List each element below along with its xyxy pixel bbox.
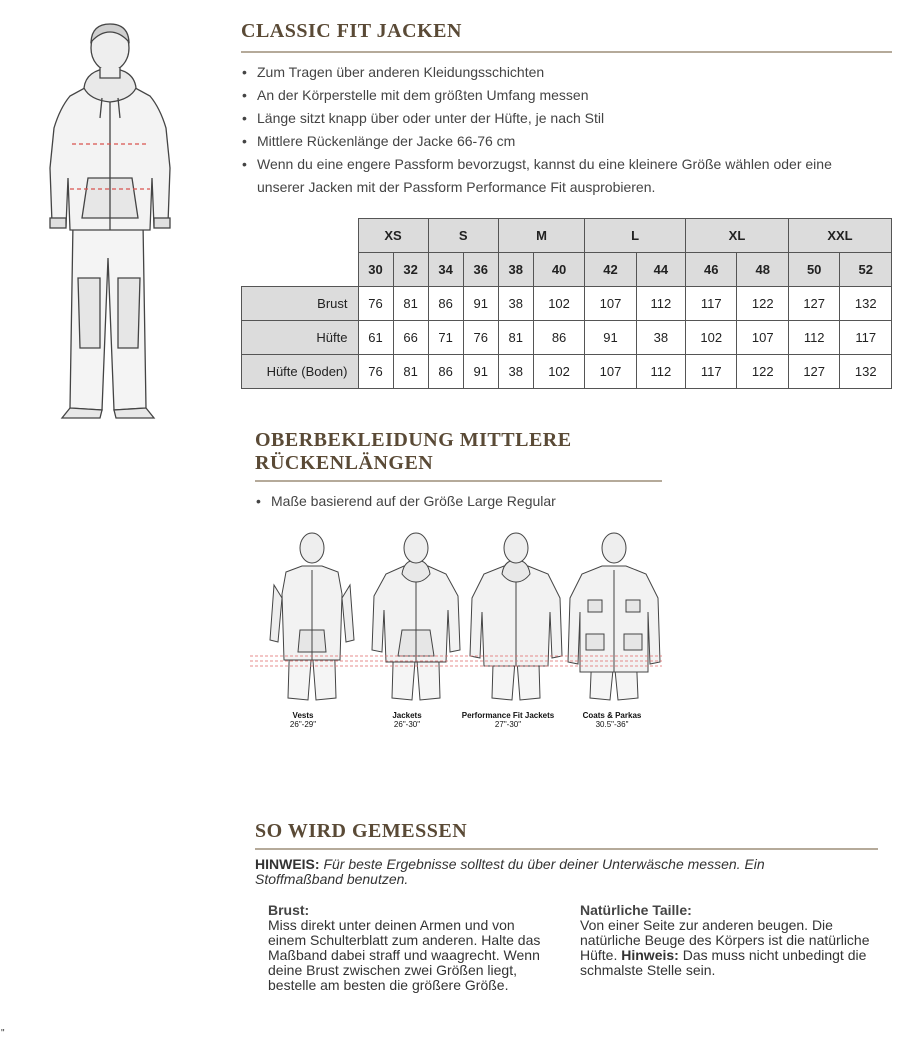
table-cell: 122: [737, 355, 788, 389]
table-cell: 107: [585, 355, 636, 389]
table-row: [242, 321, 892, 355]
table-cell: 66: [393, 321, 428, 355]
list-item: • An der Körperstelle mit dem größten Umfang messen: [241, 84, 881, 107]
measure-hint: [255, 857, 845, 887]
waist-title: Natürliche Taille:: [580, 902, 692, 918]
table-cell: 81: [393, 355, 428, 389]
figure-label-performance-fit: [452, 711, 564, 729]
row-label: Hüfte (Boden): [242, 355, 359, 389]
table-cell: 127: [788, 287, 839, 321]
waist-hint-text: Das muss nicht unbedingt die schmalste Stelle sein.: [580, 947, 867, 978]
table-cell: 102: [533, 355, 584, 389]
waist-hint-label: Hinweis:: [621, 947, 679, 963]
table-cell: 117: [840, 321, 892, 355]
size-header: XS: [358, 219, 428, 253]
size-header: M: [498, 219, 585, 253]
table-row: [242, 287, 892, 321]
table-cell: 38: [498, 287, 533, 321]
table-cell: 61: [358, 321, 393, 355]
table-cell: 91: [463, 287, 498, 321]
size-header: S: [428, 219, 498, 253]
list-item: • Länge sitzt knapp über oder unter der Hüfte, je nach Stil: [241, 107, 881, 130]
table-row: [242, 219, 892, 253]
table-cell: 117: [686, 355, 737, 389]
table-cell: 112: [788, 321, 839, 355]
back-length-divider: [255, 480, 662, 482]
table-cell: 107: [585, 287, 636, 321]
table-cell: 91: [463, 355, 498, 389]
jacket-figure-illustration: [40, 18, 180, 423]
size-header: XXL: [788, 219, 891, 253]
number-header: 36: [463, 253, 498, 287]
table-cell: 38: [636, 321, 685, 355]
figure-label-range: 30.5"-36": [595, 720, 629, 729]
number-header: 50: [788, 253, 839, 287]
row-label: Hüfte: [242, 321, 359, 355]
table-cell: 86: [533, 321, 584, 355]
table-cell: 86: [428, 287, 463, 321]
hint-label: HINWEIS:: [255, 856, 320, 872]
chest-text: Miss direkt unter deinen Armen und von einem Schulterblatt zum anderen. Halte das Maßband dabei straff und waagrecht. Wenn deine Brust zwischen zwei Größen liegt, bestelle am besten die größere Größe.: [268, 917, 541, 993]
classic-fit-bullets: [241, 61, 881, 199]
figure-label-vests: [263, 711, 343, 729]
table-cell: 117: [686, 287, 737, 321]
size-table: [241, 218, 892, 389]
hint-text: Für beste Ergebnisse solltest du über deiner Unterwäsche messen. Ein Stoffmaßband benutzen.: [255, 856, 765, 887]
back-length-bullets: [255, 490, 675, 513]
table-row: [242, 253, 892, 287]
table-cell: 122: [737, 287, 788, 321]
list-item: • Mittlere Rückenlänge der Jacke 66-76 cm: [241, 130, 881, 153]
back-length-heading: [255, 429, 572, 475]
figure-label-name: Jackets: [392, 711, 422, 720]
back-length-figures-illustration: [250, 530, 670, 710]
number-header: 34: [428, 253, 463, 287]
number-header: 46: [686, 253, 737, 287]
table-cell: 127: [788, 355, 839, 389]
table-cell: 71: [428, 321, 463, 355]
row-label: Brust: [242, 287, 359, 321]
back-length-heading-line1: OBERBEKLEIDUNG MITTLERE: [255, 429, 572, 451]
number-header: 40: [533, 253, 584, 287]
number-header: 38: [498, 253, 533, 287]
measure-divider: [255, 848, 878, 850]
table-cell: 81: [393, 287, 428, 321]
table-corner: [242, 253, 359, 287]
table-cell: 76: [463, 321, 498, 355]
table-cell: 102: [686, 321, 737, 355]
figure-label-coats: [572, 711, 652, 729]
waist-text: Von einer Seite zur anderen beugen. Die natürliche Beuge des Körpers ist die natürliche Hüfte.: [580, 917, 870, 963]
table-cell: 132: [840, 355, 892, 389]
list-item: • Wenn du eine engere Passform bevorzugst, kannst du eine kleinere Größe wählen oder eine unserer Jacken mit der Passform Performance Fit ausprobieren.: [241, 153, 881, 199]
size-header: L: [585, 219, 686, 253]
table-cell: 102: [533, 287, 584, 321]
table-cell: 76: [358, 355, 393, 389]
number-header: 44: [636, 253, 685, 287]
table-cell: 132: [840, 287, 892, 321]
number-header: 32: [393, 253, 428, 287]
figure-label-range: 27"-30": [494, 720, 522, 729]
figure-label-name: Performance Fit Jackets: [461, 711, 555, 720]
table-cell: 38: [498, 355, 533, 389]
stray-quote-mark: ": [1, 1028, 5, 1039]
number-header: 42: [585, 253, 636, 287]
classic-fit-heading: CLASSIC FIT JACKEN: [241, 20, 462, 42]
table-cell: 112: [636, 355, 685, 389]
size-header: XL: [686, 219, 789, 253]
number-header: 48: [737, 253, 788, 287]
table-corner: [242, 219, 359, 253]
list-item: • Zum Tragen über anderen Kleidungsschichten: [241, 61, 881, 84]
figure-label-name: Vests: [292, 711, 314, 720]
measure-heading: SO WIRD GEMESSEN: [255, 820, 468, 842]
waist-text-block: [580, 918, 870, 978]
table-row: [242, 355, 892, 389]
figure-label-range: 26"-29": [289, 720, 317, 729]
figure-label-name: Coats & Parkas: [582, 711, 642, 720]
chest-column: [268, 902, 548, 993]
chest-title: Brust:: [268, 902, 310, 918]
back-length-heading-line2: RÜCKENLÄNGEN: [255, 452, 434, 474]
table-cell: 86: [428, 355, 463, 389]
table-cell: 76: [358, 287, 393, 321]
table-cell: 107: [737, 321, 788, 355]
figure-label-range: 26"-30": [393, 720, 421, 729]
table-cell: 81: [498, 321, 533, 355]
classic-fit-divider: [241, 51, 892, 53]
table-cell: 91: [585, 321, 636, 355]
number-header: 52: [840, 253, 892, 287]
waist-column: [580, 902, 870, 978]
table-cell: 112: [636, 287, 685, 321]
list-item: • Maße basierend auf der Größe Large Regular: [255, 490, 675, 513]
figure-label-jackets: [367, 711, 447, 729]
number-header: 30: [358, 253, 393, 287]
